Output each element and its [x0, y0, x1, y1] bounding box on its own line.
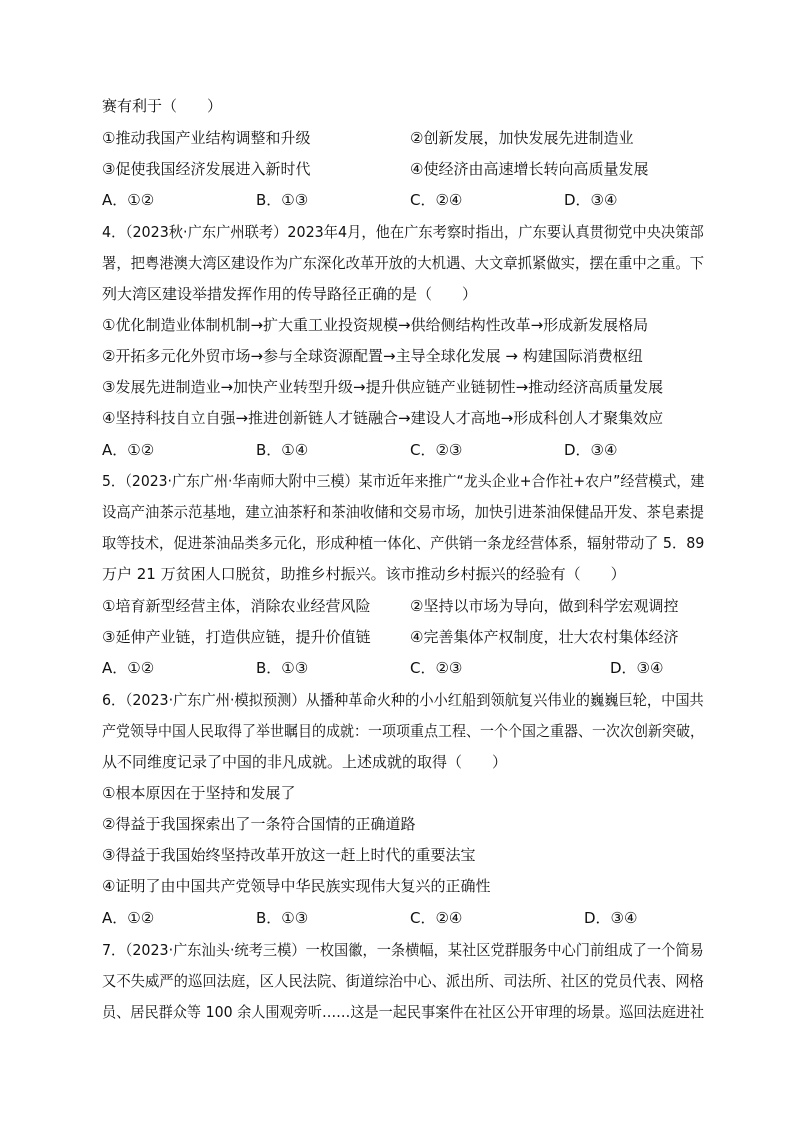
q6-answer-c: C．②④	[410, 909, 463, 927]
q5-stem-line-3: 取等技术，促进茶油品类多元化，形成种植一体化、产供销一条龙经营体系，辐射带动了 5．89	[102, 534, 705, 552]
q4-option-4: ④坚持科技自立自强→推进创新链人才链融合→建设人才高地→形成科创人才聚集效应	[102, 409, 664, 427]
q6-answer-b: B．①③	[256, 909, 309, 927]
q4-stem-line-3: 列大湾区建设举措发挥作用的传导路径正确的是（ ）	[102, 285, 478, 303]
q5-option-2: ②坚持以市场为导向，做到科学宏观调控	[410, 597, 679, 615]
q3-option-1: ①推动我国产业结构调整和升级	[102, 129, 311, 147]
q3-stem-tail: 赛有利于（ ）	[102, 97, 223, 115]
q5-stem-line-1: 5．（2023·广东广州·华南师大附中三模）某市近年来推广“龙头企业+合作社+农户”经营模式，建	[102, 472, 705, 490]
q6-option-4: ④证明了由中国共产党领导中华民族实现伟大复兴的正确性	[102, 877, 491, 895]
q3-option-2: ②创新发展，加快发展先进制造业	[410, 129, 634, 147]
q5-stem-line-2: 设高产油茶示范基地，建立油茶籽和茶油收储和交易市场，加快引进茶油保健品开发、茶皂素提	[102, 503, 705, 521]
q6-option-3: ③得益于我国始终坚持改革开放这一赶上时代的重要法宝	[102, 846, 476, 864]
q4-stem-line-2: 署，把粤港澳大湾区建设作为广东深化改革开放的大机遇、大文章抓紧做实，摆在重中之重。下	[102, 254, 705, 272]
q6-stem-line-3: 从不同维度记录了中国的非凡成就。上述成就的取得（ ）	[102, 753, 508, 771]
q6-answer-a: A．①②	[102, 909, 155, 927]
q5-option-4: ④完善集体产权制度，壮大农村集体经济	[410, 628, 679, 646]
q5-option-1: ①培育新型经营主体，消除农业经营风险	[102, 597, 371, 615]
q6-stem-line-2: 产党领导中国人民取得了举世瞩目的成就：一项项重点工程、一个个国之重器、一次次创新突破，	[102, 722, 705, 740]
q4-option-2: ②开拓多元化外贸市场→参与全球资源配置→主导全球化发展 → 构建国际消费枢纽	[102, 347, 643, 365]
q4-option-3: ③发展先进制造业→加快产业转型升级→提升供应链产业链韧性→推动经济高质量发展	[102, 378, 664, 396]
q3-answer-b: B．①③	[256, 191, 309, 209]
q3-answer-c: C．②④	[410, 191, 463, 209]
q3-option-3: ③促使我国经济发展进入新时代	[102, 160, 311, 178]
q5-answer-c: C．②③	[410, 659, 463, 677]
q7-stem-line-2: 又不失威严的巡回法庭，区人民法院、街道综治中心、派出所、司法所、社区的党员代表、网格	[102, 972, 705, 990]
q4-stem-line-1: 4．（2023秋·广东广州联考）2023年4月，他在广东考察时指出，广东要认真贯彻党中央决策部	[102, 223, 704, 241]
q4-answer-a: A．①②	[102, 441, 155, 459]
q5-answer-a: A．①②	[102, 659, 155, 677]
q7-stem-line-3: 员、居民群众等 100 余人围观旁听……这是一起民事案件在社区公开审理的场景。巡回法庭进社	[102, 1003, 705, 1021]
q6-option-1: ①根本原因在于坚持和发展了	[102, 784, 296, 802]
q6-answer-d: D．③④	[584, 909, 638, 927]
q4-answer-b: B．①④	[256, 441, 309, 459]
q3-option-4: ④使经济由高速增长转向高质量发展	[410, 160, 649, 178]
q6-option-2: ②得益于我国探索出了一条符合国情的正确道路	[102, 815, 416, 833]
q5-option-3: ③延伸产业链，打造供应链，提升价值链	[102, 628, 371, 646]
q4-answer-d: D．③④	[564, 441, 618, 459]
q4-option-1: ①优化制造业体制机制→扩大重工业投资规模→供给侧结构性改革→形成新发展格局	[102, 316, 649, 334]
q3-answer-d: D．③④	[564, 191, 618, 209]
q5-answer-b: B．①③	[256, 659, 309, 677]
q3-answer-a: A．①②	[102, 191, 155, 209]
q5-stem-line-4: 万户 21 万贫困人口脱贫，助推乡村振兴。该市推动乡村振兴的经验有（ ）	[102, 565, 626, 583]
q4-answer-c: C．②③	[410, 441, 463, 459]
q7-stem-line-1: 7．（2023·广东汕头·统考三模）一枚国徽，一条横幅，某社区党群服务中心门前组成了一个简易	[102, 941, 704, 959]
q5-answer-d: D．③④	[610, 659, 664, 677]
q6-stem-line-1: 6．（2023·广东广州·模拟预测）从播种革命火种的小小红船到领航复兴伟业的巍巍巨轮，中国共	[102, 691, 704, 709]
